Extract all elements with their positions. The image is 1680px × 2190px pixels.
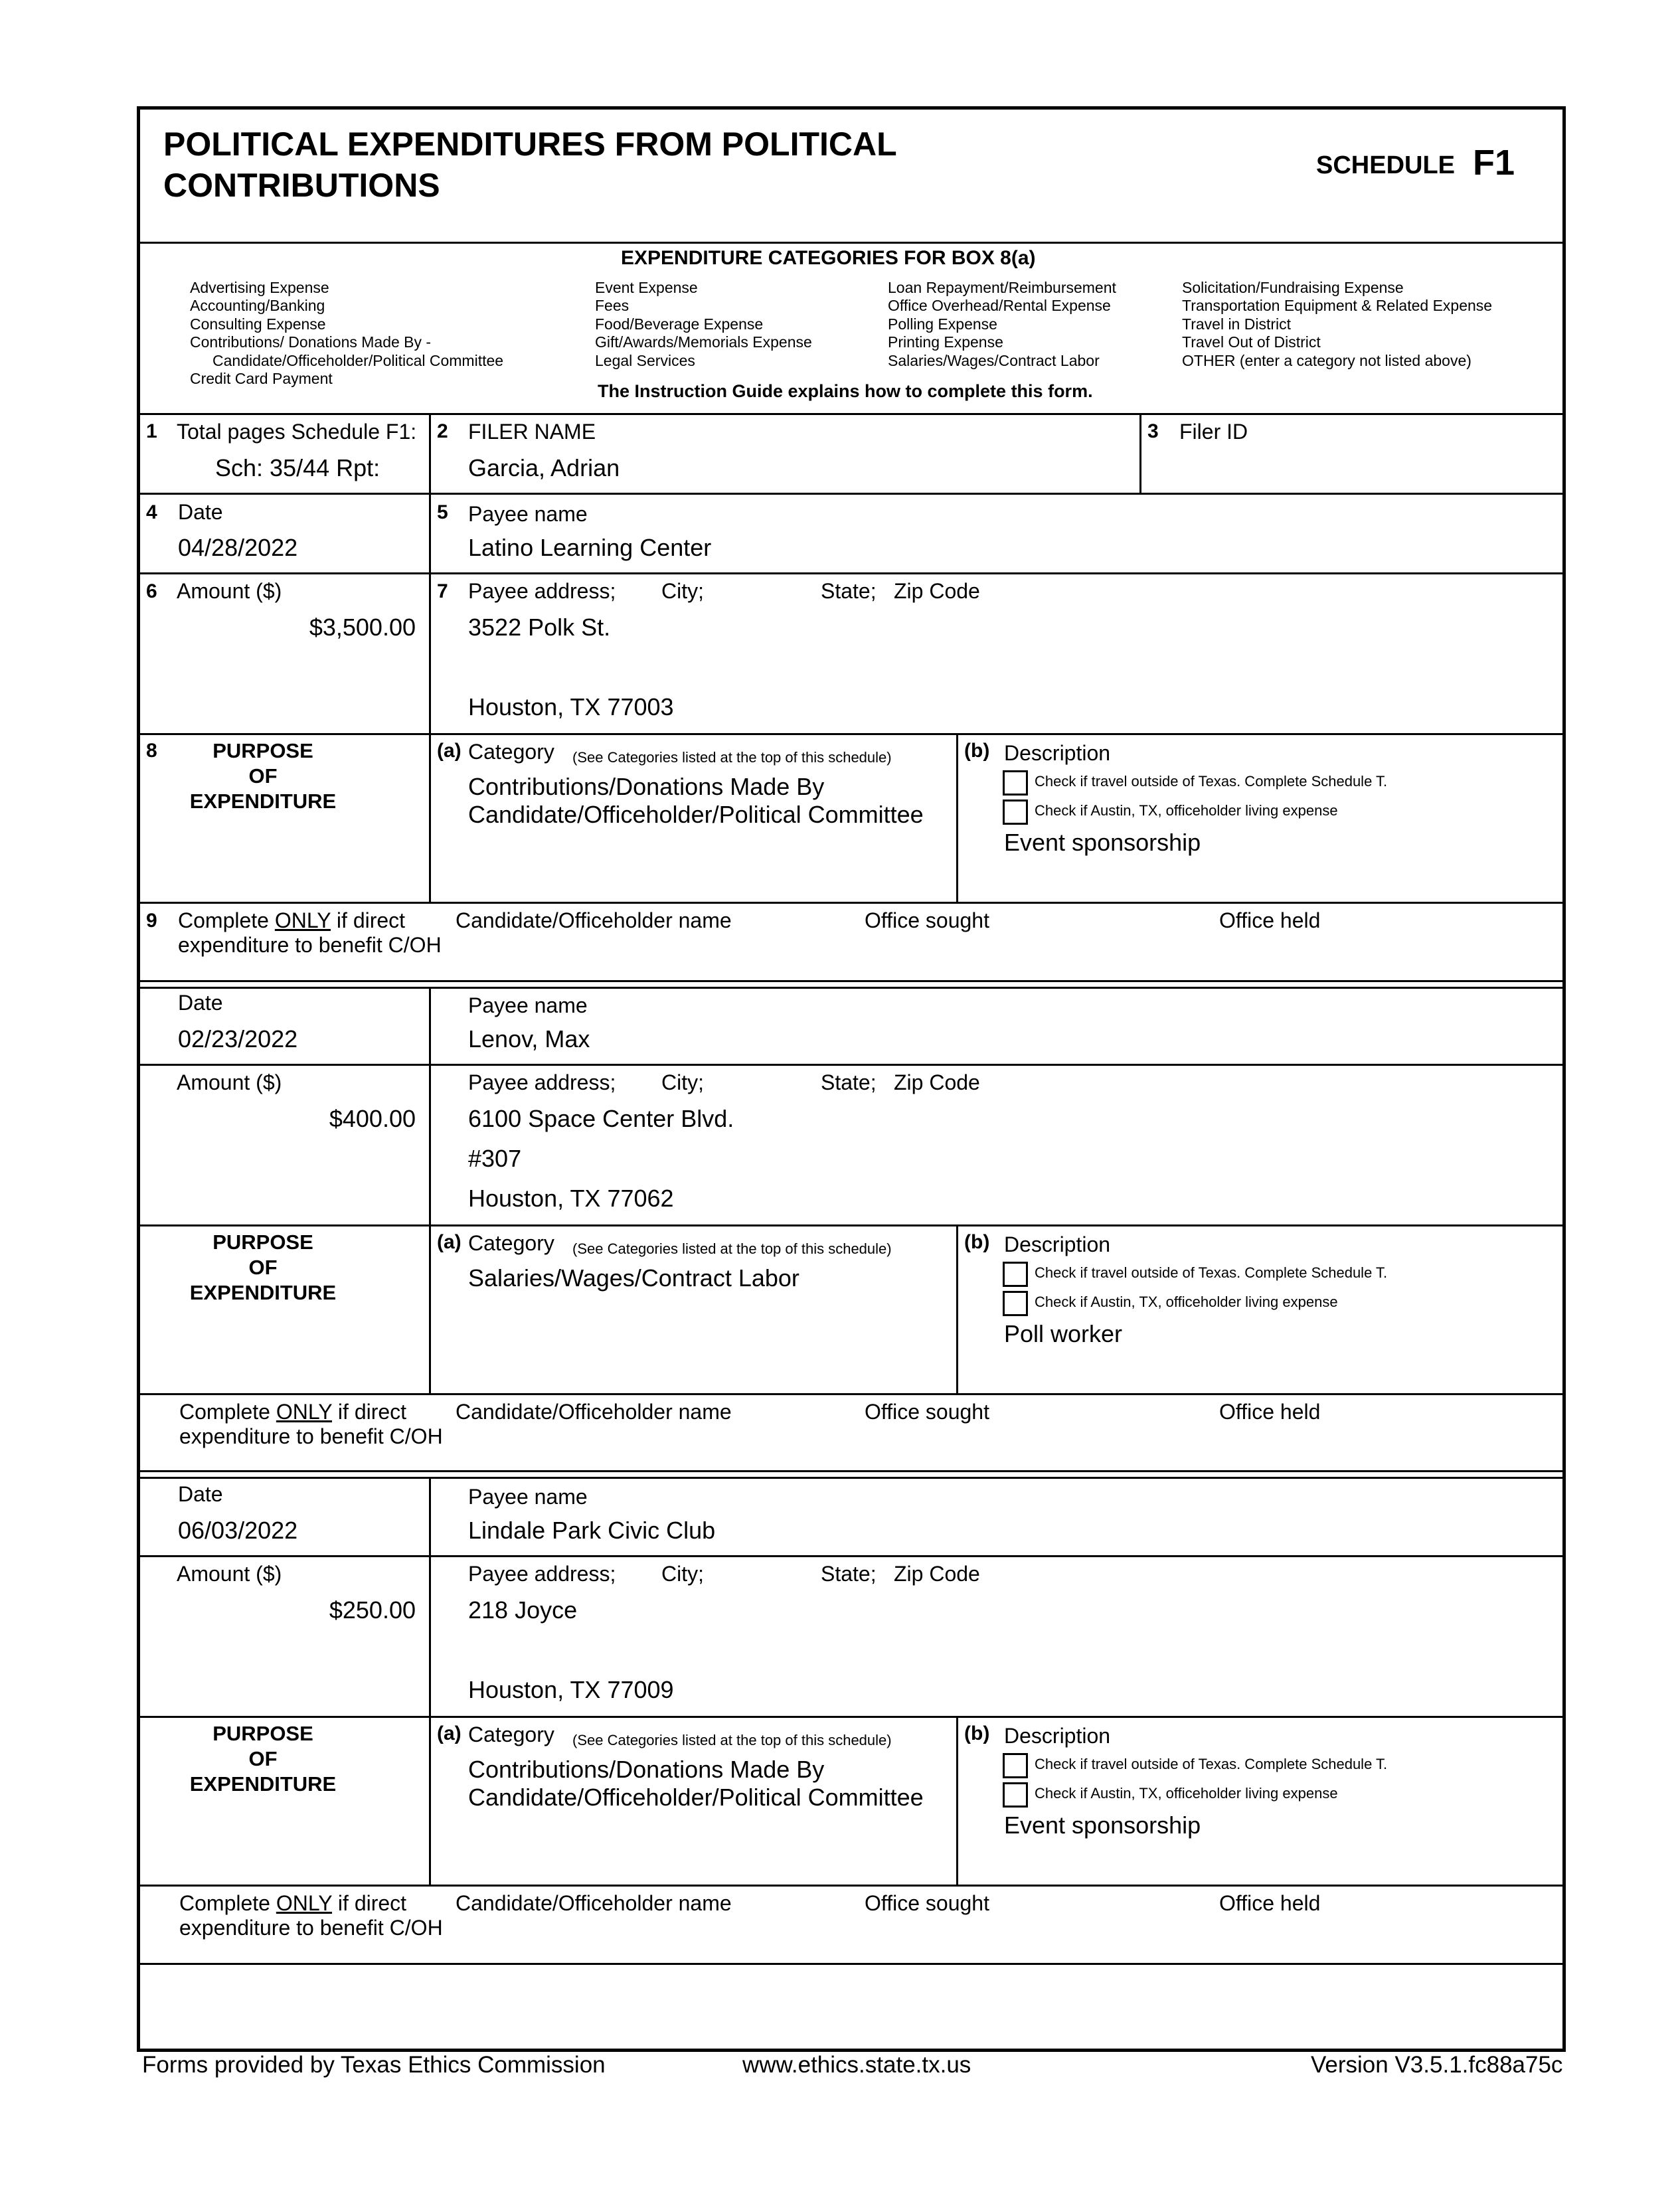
payee-name-value[interactable]: Latino Learning Center — [468, 534, 712, 561]
zip-code-label: Zip Code — [894, 579, 980, 603]
entry-separator — [137, 1477, 1566, 1479]
entry-separator — [137, 980, 1566, 982]
divider — [137, 1064, 1566, 1066]
travel-outside-texas-label: Check if travel outside of Texas. Complete Schedule T. — [1035, 773, 1388, 790]
candidate-name-label: Candidate/Officeholder name — [456, 908, 732, 932]
divider — [137, 1885, 1566, 1887]
category-item: Polling Expense — [888, 315, 997, 333]
field-b-label: (b) — [964, 740, 990, 762]
zip-code-label: Zip Code — [894, 1070, 980, 1094]
field-a-label: (a) — [437, 740, 462, 762]
footer-provider: Forms provided by Texas Ethics Commission — [142, 2052, 606, 2078]
purpose-of-expenditure-label: PURPOSE OF EXPENDITURE — [189, 1230, 337, 1304]
travel-outside-texas-label: Check if travel outside of Texas. Complete Schedule T. — [1035, 1264, 1388, 1281]
schedule-code: F1 — [1473, 143, 1515, 183]
payee-name-value[interactable]: Lindale Park Civic Club — [468, 1517, 716, 1544]
date-value[interactable]: 02/23/2022 — [178, 1025, 298, 1053]
category-item: Travel in District — [1182, 315, 1291, 333]
amount-value[interactable]: $250.00 — [329, 1596, 416, 1624]
divider — [137, 733, 1566, 735]
divider — [137, 493, 1566, 495]
divider — [429, 987, 431, 1065]
footer-version: Version V3.5.1.fc88a75c — [1311, 2052, 1563, 2078]
field-number-8: 8 — [146, 740, 157, 762]
travel-outside-texas-checkbox[interactable] — [1003, 1753, 1028, 1778]
instruction-text: The Instruction Guide explains how to complete this form. — [598, 381, 1093, 401]
category-item: Transportation Equipment & Related Expense — [1182, 297, 1493, 314]
payee-name-label: Payee name — [468, 993, 588, 1017]
field-a-label: (a) — [437, 1723, 462, 1744]
austin-living-expense-checkbox[interactable] — [1003, 1291, 1028, 1316]
date-label: Date — [178, 1482, 223, 1506]
entry-separator — [137, 1470, 1566, 1472]
divider — [429, 572, 431, 734]
divider — [429, 733, 431, 903]
amount-label: Amount ($) — [177, 579, 282, 603]
divider — [137, 1224, 1566, 1226]
divider — [956, 1716, 958, 1886]
divider — [137, 1716, 1566, 1718]
payee-name-label: Payee name — [468, 1485, 588, 1509]
direct-expenditure-note: Complete ONLY if direct expenditure to benefit C/OH — [179, 1891, 443, 1940]
field-a-label: (a) — [437, 1231, 462, 1253]
category-item: Travel Out of District — [1182, 333, 1321, 351]
category-item: Salaries/Wages/Contract Labor — [888, 352, 1100, 369]
category-item: Candidate/Officeholder/Political Committee — [212, 352, 504, 369]
category-value-line2[interactable]: Candidate/Officeholder/Political Committee — [468, 801, 924, 828]
candidate-name-label: Candidate/Officeholder name — [456, 1400, 732, 1424]
austin-living-expense-label: Check if Austin, TX, officeholder living expense — [1035, 802, 1338, 819]
travel-outside-texas-checkbox[interactable] — [1003, 770, 1028, 796]
zip-code-label: Zip Code — [894, 1562, 980, 1586]
field-number-4: 4 — [146, 501, 157, 523]
office-held-label: Office held — [1219, 1891, 1321, 1915]
total-pages-value: Sch: 35/44 Rpt: — [215, 454, 380, 481]
payee-name-value[interactable]: Lenov, Max — [468, 1025, 590, 1053]
divider — [137, 572, 1566, 574]
date-value[interactable]: 06/03/2022 — [178, 1517, 298, 1544]
filer-name-label: FILER NAME — [468, 420, 596, 444]
office-sought-label: Office sought — [865, 1400, 989, 1424]
divider — [429, 413, 431, 494]
office-sought-label: Office sought — [865, 908, 989, 932]
payee-address-label: Payee address; — [468, 579, 616, 603]
payee-address-label: Payee address; — [468, 1562, 616, 1586]
city-label: City; — [661, 579, 704, 603]
payee-name-label: Payee name — [468, 502, 588, 526]
divider — [429, 1064, 431, 1226]
category-label: Category — [468, 1723, 554, 1746]
divider — [137, 1555, 1566, 1557]
category-value-line2[interactable]: Candidate/Officeholder/Political Committee — [468, 1784, 924, 1811]
austin-living-expense-checkbox[interactable] — [1003, 1782, 1028, 1808]
schedule-prefix: SCHEDULE — [1316, 151, 1456, 179]
total-pages-label: Total pages Schedule F1: — [177, 420, 417, 444]
purpose-of-expenditure-label: PURPOSE OF EXPENDITURE — [189, 739, 337, 813]
category-item: Legal Services — [595, 352, 695, 369]
address-line-1[interactable]: 6100 Space Center Blvd. — [468, 1105, 734, 1132]
category-item: Solicitation/Fundraising Expense — [1182, 279, 1404, 296]
form-title-line1: POLITICAL EXPENDITURES FROM POLITICAL — [163, 126, 897, 163]
purpose-of-expenditure-label: PURPOSE OF EXPENDITURE — [189, 1722, 337, 1796]
address-line-3[interactable]: Houston, TX 77062 — [468, 1185, 674, 1212]
field-number-5: 5 — [437, 501, 448, 523]
category-value-line1[interactable]: Contributions/Donations Made By — [468, 773, 825, 800]
filer-id-label: Filer ID — [1179, 420, 1248, 444]
divider — [429, 1716, 431, 1886]
address-line-3[interactable]: Houston, TX 77003 — [468, 693, 674, 720]
category-item: Office Overhead/Rental Expense — [888, 297, 1111, 314]
field-number-7: 7 — [437, 580, 448, 602]
category-item: OTHER (enter a category not listed above) — [1182, 352, 1471, 369]
travel-outside-texas-label: Check if travel outside of Texas. Complete Schedule T. — [1035, 1756, 1388, 1772]
divider — [137, 1963, 1566, 1965]
categories-divider — [137, 413, 1566, 415]
state-label: State; — [821, 1070, 877, 1094]
office-held-label: Office held — [1219, 908, 1321, 932]
payee-address-label: Payee address; — [468, 1070, 616, 1094]
divider — [429, 493, 431, 572]
divider — [1139, 413, 1141, 494]
date-value[interactable]: 04/28/2022 — [178, 534, 298, 561]
address-line-1[interactable]: 218 Joyce — [468, 1596, 578, 1624]
category-item: Fees — [595, 297, 630, 314]
austin-living-expense-label: Check if Austin, TX, officeholder living expense — [1035, 1785, 1338, 1802]
description-value[interactable]: Poll worker — [1004, 1320, 1123, 1347]
address-line-3[interactable]: Houston, TX 77009 — [468, 1676, 674, 1703]
category-note: (See Categories listed at the top of this schedule) — [572, 749, 892, 766]
description-label: Description — [1004, 1232, 1111, 1256]
category-item: Loan Repayment/Reimbursement — [888, 279, 1116, 296]
category-item: Printing Expense — [888, 333, 1003, 351]
footer-website[interactable]: www.ethics.state.tx.us — [742, 2052, 971, 2078]
divider — [429, 1555, 431, 1717]
form-title-line2: CONTRIBUTIONS — [163, 167, 440, 204]
field-number-3: 3 — [1147, 420, 1159, 442]
divider — [429, 1224, 431, 1394]
divider — [429, 1477, 431, 1557]
divider — [137, 902, 1566, 904]
category-item: Accounting/Banking — [190, 297, 325, 314]
amount-label: Amount ($) — [177, 1070, 282, 1094]
date-label: Date — [178, 991, 223, 1015]
address-line-1[interactable]: 3522 Polk St. — [468, 614, 611, 641]
category-label: Category — [468, 1231, 554, 1255]
austin-living-expense-checkbox[interactable] — [1003, 800, 1028, 825]
austin-living-expense-label: Check if Austin, TX, officeholder living expense — [1035, 1294, 1338, 1310]
divider — [956, 1224, 958, 1394]
description-label: Description — [1004, 741, 1111, 765]
direct-expenditure-note: Complete ONLY if direct expenditure to benefit C/OH — [178, 908, 442, 957]
date-label: Date — [178, 500, 223, 524]
amount-value[interactable]: $3,500.00 — [309, 614, 416, 641]
office-sought-label: Office sought — [865, 1891, 989, 1915]
amount-value[interactable]: $400.00 — [329, 1105, 416, 1132]
state-label: State; — [821, 1562, 877, 1586]
travel-outside-texas-checkbox[interactable] — [1003, 1262, 1028, 1287]
category-note: (See Categories listed at the top of this schedule) — [572, 1732, 892, 1748]
category-item: Gift/Awards/Memorials Expense — [595, 333, 812, 351]
category-item: Food/Beverage Expense — [595, 315, 764, 333]
category-item: Event Expense — [595, 279, 698, 296]
candidate-name-label: Candidate/Officeholder name — [456, 1891, 732, 1915]
category-value-line1[interactable]: Contributions/Donations Made By — [468, 1756, 825, 1783]
field-b-label: (b) — [964, 1723, 990, 1744]
filer-name-value[interactable]: Garcia, Adrian — [468, 454, 620, 481]
entry-separator — [137, 987, 1566, 989]
divider — [137, 1393, 1566, 1395]
header-divider — [137, 242, 1566, 244]
field-b-label: (b) — [964, 1231, 990, 1253]
address-line-2[interactable]: #307 — [468, 1145, 522, 1172]
field-number-2: 2 — [437, 420, 448, 442]
city-label: City; — [661, 1070, 704, 1094]
category-item: Contributions/ Donations Made By - — [190, 333, 432, 351]
category-label: Category — [468, 740, 554, 764]
description-label: Description — [1004, 1724, 1111, 1748]
category-note: (See Categories listed at the top of this schedule) — [572, 1240, 892, 1257]
field-number-1: 1 — [146, 420, 157, 442]
description-value[interactable]: Event sponsorship — [1004, 829, 1201, 856]
category-value-line1[interactable]: Salaries/Wages/Contract Labor — [468, 1264, 799, 1292]
direct-expenditure-note: Complete ONLY if direct expenditure to benefit C/OH — [179, 1400, 443, 1448]
city-label: City; — [661, 1562, 704, 1586]
category-item: Credit Card Payment — [190, 370, 333, 387]
category-item: Advertising Expense — [190, 279, 329, 296]
field-number-6: 6 — [146, 580, 157, 602]
categories-heading: EXPENDITURE CATEGORIES FOR BOX 8(a) — [621, 247, 1036, 269]
amount-label: Amount ($) — [177, 1562, 282, 1586]
state-label: State; — [821, 579, 877, 603]
office-held-label: Office held — [1219, 1400, 1321, 1424]
category-item: Consulting Expense — [190, 315, 326, 333]
divider — [956, 733, 958, 903]
description-value[interactable]: Event sponsorship — [1004, 1811, 1201, 1839]
field-number-9: 9 — [146, 910, 157, 932]
